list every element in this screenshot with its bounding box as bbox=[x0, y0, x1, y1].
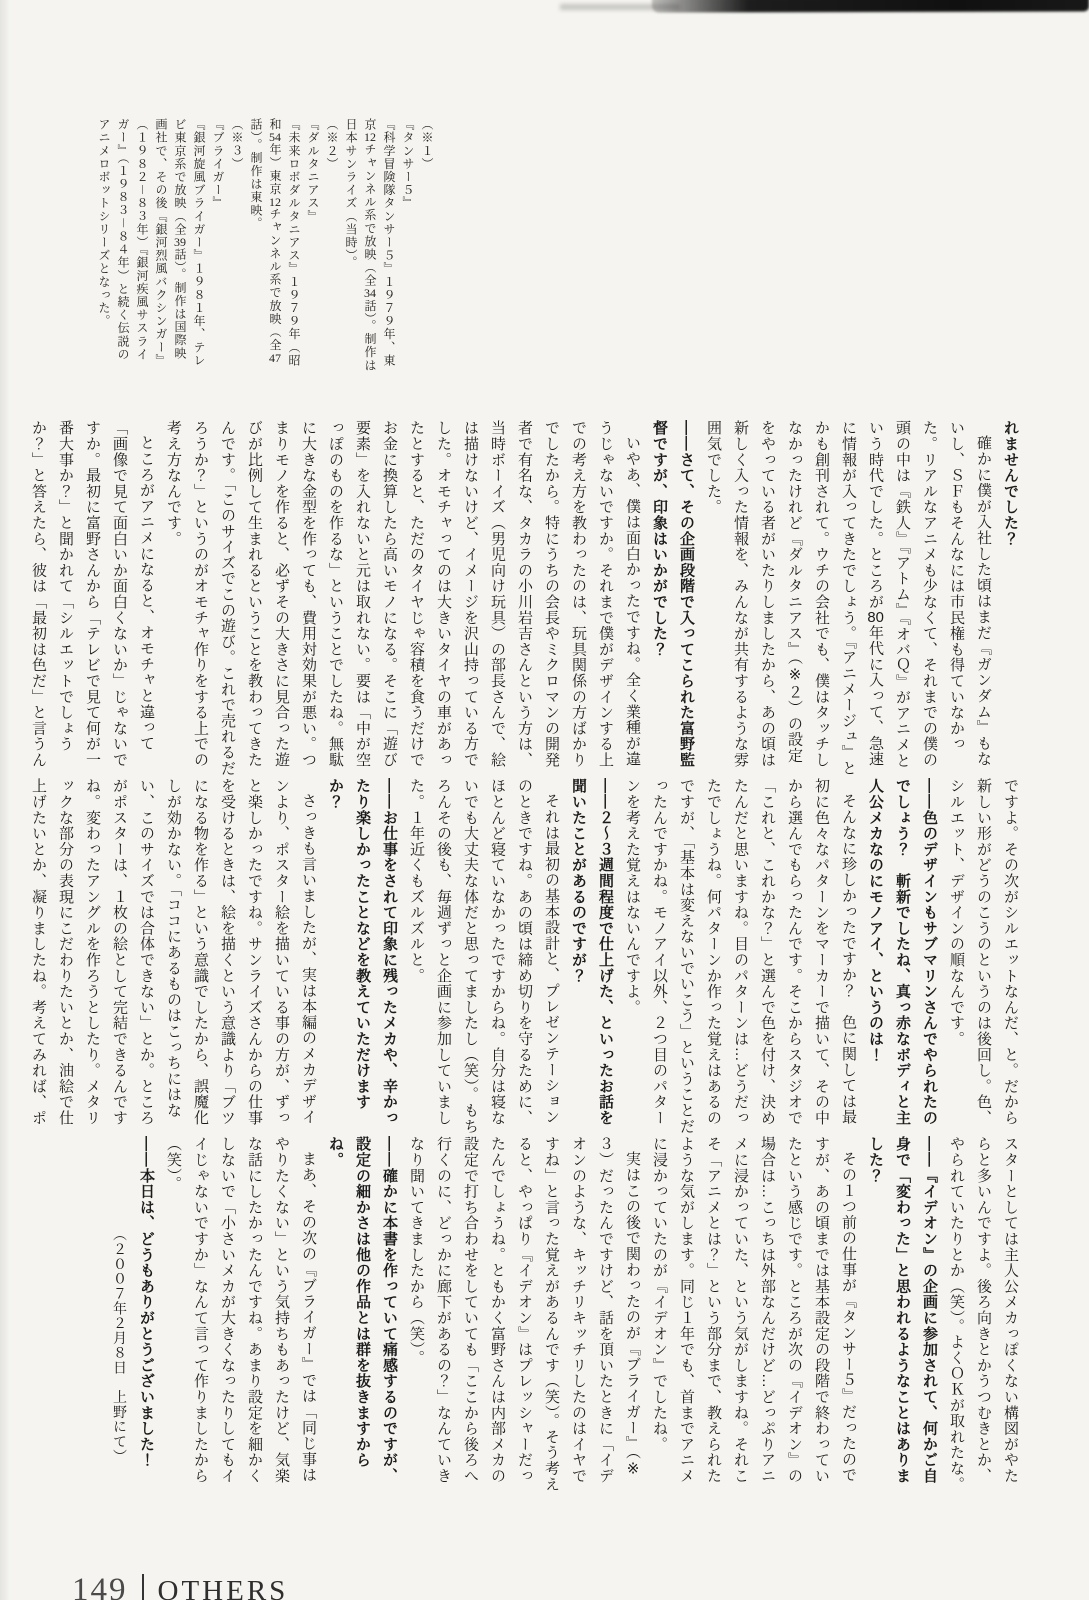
footnote-ref: （※３） bbox=[230, 118, 244, 171]
scan-artifact-smudge bbox=[560, 4, 680, 10]
interview-question: ――確かに本書を作っていて痛感するのですが、設定の細かさは他の作品とは群を抜きますからね。 bbox=[327, 1136, 398, 1484]
interview-band-3 bbox=[58, 1136, 1024, 1492]
footnote-body: 『未来ロボダルタニアス』１９７９年（昭和54年）東京12チャンネル系で放映（全47話）。制作は東映。 bbox=[249, 118, 301, 367]
footnote-title: 『ブライガー』 bbox=[211, 118, 225, 210]
answer-continuation: スターとしては主人公メカっぽくない構図がやたらと多いんですよ。後ろ向きとかうつむきとか、やられていたりとか（笑）。よくＯＫが取れたな。 bbox=[948, 1136, 1019, 1492]
interview-band-1 bbox=[30, 420, 1024, 776]
footnote-title: 『タンサー５』 bbox=[401, 118, 415, 210]
interview-question: ――お仕事をされて印象に残ったメカや、辛かったり楽しかったことなどを教えていただけますか？ bbox=[327, 778, 398, 1126]
interview-answer: ところがアニメになると、オモチャと違って「画像で見て面白いか面白くないか」じゃないですか。最初に富野さんから「テレビで見て何が一番大事か？」と聞かれて「シルエットでしょうか？」と答えたら、彼は「最初は色だ」と言うん bbox=[30, 420, 155, 768]
page-number: 149 bbox=[72, 1572, 128, 1600]
section-title: OTHERS bbox=[157, 1575, 289, 1600]
footnote-ref: （※１） bbox=[420, 118, 434, 171]
interview-answer: いやあ、僕は面白かったですね。全く業種が違うじゃないですか。それまで僕がデザインする上での考え方を教わったのは、玩具関係の方ばかりでしたから。特にうちの会長やミクロマンの開発者で有名な、タカラの小川岩吉さんという方は、当時ボーイズ（男児向け玩具）の部長さんで、絵は描けないけど、イメージを沢山持っている方でした。オモチャってのは大きいタイヤの車があったとすると、ただのタイヤじゃ容積を食うだけでお金に換算したら高いモノになる。そこに「遊び要素」を入れないと元は取れない。要は「中が空っぽのものを作るな」ということでしたね。無駄に大きな金型を作っても、費用対効果が悪い。つまりモノを作ると、必ずその大きさに見合った遊びが比例して生まれるということを教わってきたんです。「このサイズでこの遊び。これで売れるだろうか？」というのがオモチャ作りをする上での考え方なんです。 bbox=[165, 420, 641, 776]
page-footer bbox=[72, 1572, 288, 1600]
footnote-ref: （※２） bbox=[325, 118, 339, 171]
interview-answer: さっきも言いましたが、実は本編のメカデザインより、ポスター絵を描いている事の方が、ずっと楽しかったですね。サンライズさんからの仕事を受けるときは、絵を描くという意識より「ブツになる物を作る」という意識でしたから、誤魔化しが効かない。「ココにあるものはこっちにはない、このサイズでは合体できない」とか。ところがポスターは、１枚の絵として完結できるんですね。変わったアングルを作ろうとしたり。メタリックな部分の表現にこだわりたいとか、油絵で仕上げたいとか、凝りましたね。考えてみれば、ポ bbox=[30, 778, 317, 1126]
interview-answer: まあ、その次の『ブライガー』では「同じ事はやりたくない」という気持ちもあったけど、気楽な話にしたかったんですね。あまり設定を細かくしないで「小さいメカが大きくなったりしてもイイじゃないですか」なんて言って作りましたから（笑）。 bbox=[165, 1136, 317, 1484]
interview-answer: その１つ前の仕事が『タンサー５』だったのですが、あの頃までは基本設定の段階で終わっていたという感じです。ところが次の『イデオン』の場合は…こっちは外部なんだけど…どっぷりアニメに浸かっていた、という気がしますね。それこそ「アニメとは？」という部分まで、教えられたような気がします。同じ１年でも、首までアニメに浸かっていたのが『イデオン』でしたね。 bbox=[651, 1136, 857, 1484]
interview-date-line: （２００７年２月８日 上野にて） bbox=[112, 1227, 128, 1464]
footnotes-block bbox=[50, 118, 436, 372]
footer-divider bbox=[142, 1574, 144, 1600]
interview-answer: それは最初の基本設計と、プレゼンテーションのときですね。あの頃は締め切りを守るために、ほとんど寝ていなかったですからね。自分は寝ないでも大丈夫な体だと思ってましたし（笑）。もちろんその後も、毎週ずっと企画に参加していました。１年近くもズルズルと。 bbox=[408, 778, 560, 1134]
answer-continuation: ですよ。その次がシルエットなんだ、と。だから新しい形がどうのこうのというのは後回し。色、シルエット、デザインの順なんです。 bbox=[948, 778, 1019, 1126]
interview-question: ――『イデオン』の企画に参加されて、何かご自身で「変わった」と思われるようなことはありました？ bbox=[867, 1136, 938, 1484]
interview-question: ――さて、その企画段階で入ってこられた富野監督ですが、印象はいかがでした？ bbox=[651, 420, 695, 768]
interview-answer: 確かに僕が入社した頃はまだ『ガンダム』もないし、ＳＦもそんなには市民権も得ていなかった。リアルなアニメも少なくて、それまでの僕の頭の中は『鉄人』『アトム』『オバＱ』がアニメという時代でした。ところが80年代に入って、急速に情報が入ってきたでしょう。『アニメージュ』とかも創刊されて。ウチの会社でも、僕はタッチしなかったけれど『ダルタニアス』（※２）の設定をやっている者がいたりしましたから、あの頃は新しく入った情報を、みんなが共有するような雰囲気でした。 bbox=[705, 420, 992, 776]
question-continuation: れませんでした？ bbox=[1002, 420, 1019, 547]
interview-answer: 実はこの後で関わったのが『ブライガー』（※３）だったんですけど、話を頂いたときに「イデオンのような、キッチリキッチリしたのはイヤですね」と言った覚えがあるんです（笑）。そう考えると、やっぱり『イデオン』はプレッシャーだったんでしょうね。ともかく富野さんは内部メカの設定で打ち合わせをしていても「ここから後ろへ行くのに、どっかに廊下があるの？」なんていきなり聞いてきましたから（笑）。 bbox=[408, 1136, 641, 1492]
interview-question: ――色のデザインもサブマリンさんでやられたのでしょう？ 斬新でしたね、真っ赤なボディと主人公メカなのにモノアイ、というのは！ bbox=[867, 778, 938, 1126]
scan-artifact bbox=[652, 0, 1089, 13]
footnote-body: 『銀河旋風ブライガー』１９８１年、テレビ東京系で放映（全39話）。制作は国際映画社で、その後『銀河烈風バクシンガー』（１９８２－８３年）『銀河疾風サスライガー』（１９８３－８４年）と続く伝説のアニメロボットシリーズとなった。 bbox=[97, 118, 206, 367]
interview-question: ――本日は、どうもありがとうございました！ bbox=[138, 1136, 155, 1468]
footnote-title: 『ダルタニアス』 bbox=[306, 118, 320, 223]
interview-band-2 bbox=[30, 778, 1024, 1134]
footnote-body: 『科学冒険隊タンサー５』１９７９年、東京12チャンネル系で放映（全34話）。制作は日本サンライズ（当時）。 bbox=[344, 118, 396, 372]
interview-answer: そんなに珍しかったですか？ 色に関しては最初に色々なパターンをマーカーで描いて、その中から選んでもらったんです。そこからスタジオで「これと、これかな？」と選んで色を付け、決めたんだと思いますね。目のパターンは…どうだったでしょうね。何パターンか作った覚えはあるのですが、「基本は変えないでいこう」ということだったんですかね。モノアイ以外、２つ目のパターンを考えた覚えはないんですよ。 bbox=[624, 778, 857, 1134]
interview-question: ――２～３週間程度で仕上げた、といったお話を聞いたことがあるのですが？ bbox=[570, 778, 614, 1126]
page-gutter-shadow bbox=[0, 0, 10, 1600]
